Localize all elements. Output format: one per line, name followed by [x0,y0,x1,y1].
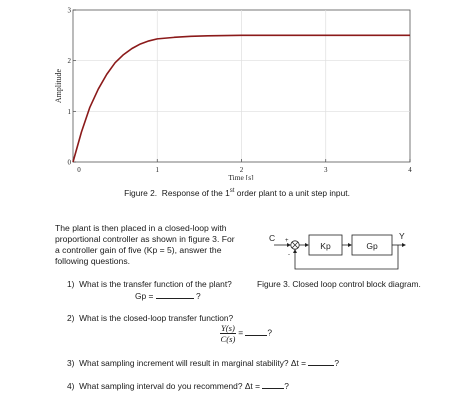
fraction-numerator: Y(s) [221,323,235,333]
figure2-caption [0,188,474,198]
x-axis-label: Time [s] [228,173,254,180]
transfer-function-fraction [220,323,236,344]
sum-minus-sign: - [288,252,290,258]
figure2-caption-text: Figure 2. Response of the 1st order plant to a unit step input. [124,188,350,198]
figure3-caption: Figure 3. Closed loop control block diagram. [257,279,421,289]
x-tick-label: 1 [155,166,159,174]
answer-tail: ? [267,327,273,338]
question-2-answer [220,323,272,344]
y-axis-label: Amplitude [54,68,63,104]
answer-lead: = [238,327,244,338]
controller-label: Kp [320,241,331,251]
intro-line: The plant is then placed in a closed-loop with [55,223,227,233]
answer-tail: ? [334,358,340,368]
y-tick-label: 1 [67,107,71,116]
answer-tail: ? [196,291,201,301]
intro-line: following questions. [55,256,131,266]
intro-paragraph [55,223,255,267]
question-3 [67,358,339,368]
question-1 [67,279,232,289]
fraction-denominator: C(s) [220,334,236,344]
intro-line: proportional controller as shown in figure 3. For [55,234,235,244]
gp-arrow-head [348,243,352,247]
step-response-chart [0,0,474,180]
question-number: 4) [67,381,75,391]
question-number: 1) [67,279,75,289]
question-1-answer [135,291,201,301]
question-number: 2) [67,313,75,323]
input-label: C [269,233,276,243]
question-text: What sampling interval do you recommend? Δt = [79,381,263,391]
question-text: What is the closed-loop transfer function? [79,313,234,323]
y-tick-label: 3 [67,6,71,15]
question-number: 3) [67,358,75,368]
plant-label: Gp [366,241,378,251]
y-tick-label: 0 [67,158,71,167]
kp-arrow-head [305,243,309,247]
answer-blank[interactable] [262,388,284,389]
y-tick-labels [68,7,72,167]
answer-blank[interactable] [156,298,194,299]
x-tick-label: 0 [77,166,81,174]
answer-tail: ? [284,381,289,391]
answer-lead: Gp = [135,291,156,301]
block-diagram [260,228,410,276]
answer-blank[interactable] [245,335,267,336]
answer-blank[interactable] [308,365,334,366]
question-text: What is the transfer function of the plant? [79,279,232,289]
question-text: What sampling increment will result in marginal stability? Δt = [79,358,309,368]
output-label: Y [399,231,405,241]
sum-plus-sign: + [285,238,289,244]
intro-line: a controller gain of five (Kp = 5), answer the [55,245,222,255]
x-tick-label: 3 [324,166,328,174]
x-tick-label: 2 [239,166,244,174]
output-arrow-head [402,243,406,247]
question-2 [67,313,233,323]
question-4 [67,381,289,391]
y-tick-label: 2 [67,57,71,66]
x-tick-label: 4 [408,166,412,174]
feedback-arrow-head [293,249,297,253]
